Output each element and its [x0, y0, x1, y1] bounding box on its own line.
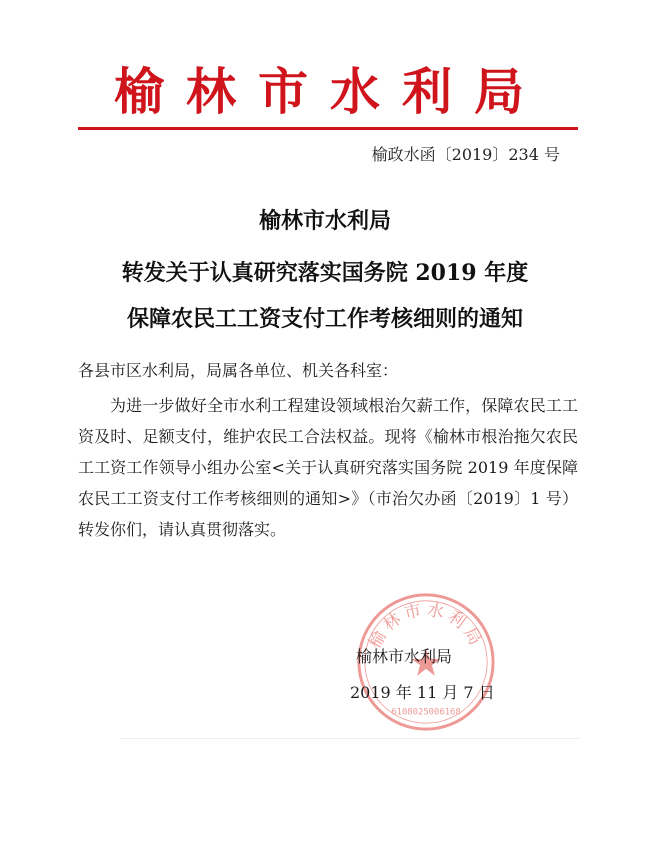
org-header-title: 榆林市水利局 — [114, 62, 546, 121]
title-line-1: 榆林市水利局 — [258, 208, 391, 234]
salutation: 各县市区水利局，局属各单位、机关各科室： — [78, 361, 399, 380]
seal-text: 榆林市水利局 — [364, 598, 488, 652]
title-line-3: 保障农民工工资支付工作考核细则的通知 — [126, 306, 523, 332]
red-divider — [78, 127, 578, 130]
signature-org: 榆林市水利局 — [356, 647, 453, 666]
signature-date: 2019 年 11 月 7 日 — [350, 683, 495, 702]
body-paragraph: 为进一步做好全市水利工程建设领域根治欠薪工作，保障农民工工资及时、足额支付，维护农民工合法权益。现将《榆林市根治拖欠农民工工资工作领导小组办公室<关于认真研究落实国务院 2019 年度保障农民工工资支付工作考核细则的通知>》（市治欠办函〔2019〕1 号）转发你们，请认真贯彻落实。 — [78, 396, 578, 539]
title-line-2: 转发关于认真研究落实国务院 2019 年度 — [121, 260, 529, 286]
seal-code: 6108025006168 — [391, 707, 461, 718]
document-number: 榆政水函〔2019〕234 号 — [371, 145, 560, 164]
footer-divider — [120, 738, 580, 739]
